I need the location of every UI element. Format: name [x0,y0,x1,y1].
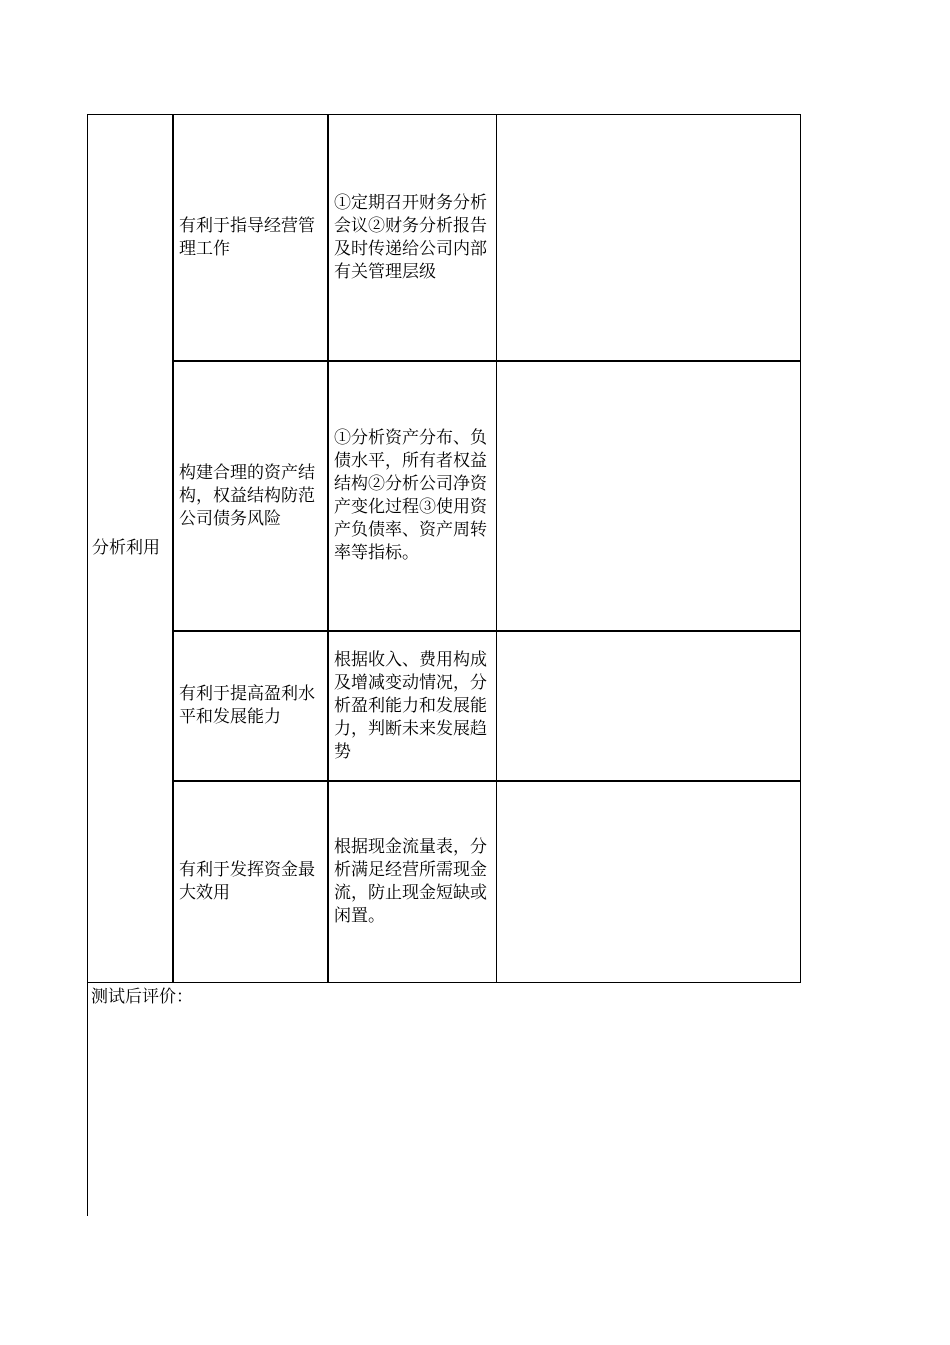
goal-cell [175,362,326,630]
evaluation-content[interactable] [91,1010,791,1210]
table-border-right [800,114,801,983]
column-divider-1 [172,114,174,983]
column-divider-2 [327,114,329,983]
goal-text: 有利于指导经营管理工作 [179,215,315,259]
measure-text: 根据收入、费用构成及增减变动情况，分析盈利能力和发展能力，判断未来发展趋势 [334,649,487,762]
goal-cell [175,115,326,360]
measure-text: 根据现金流量表，分析满足经营所需现金流，防止现金短缺或闲置。 [334,837,487,926]
category-cell [88,115,172,982]
table-bottom-line [87,982,801,983]
measure-text: ①分析资产分布、负债水平，所有者权益结构②分析公司净资产变化过程③使用资产负债率、资产周转率等指标。 [334,428,487,563]
measure-cell [330,782,496,982]
goal-cell [175,632,326,780]
goal-text: 构建合理的资产结构，权益结构防范公司债务风险 [179,462,315,529]
goal-text: 有利于发挥资金最大效用 [179,860,315,903]
measure-cell [330,362,496,630]
result-cell [498,362,800,630]
result-cell [498,115,800,360]
measure-cell [330,115,496,360]
evaluation-label: 测试后评价： [91,987,193,1007]
goal-cell [175,782,326,982]
column-divider-3 [496,114,497,983]
goal-text: 有利于提高盈利水平和发展能力 [179,684,315,727]
category-label: 分析利用 [92,538,160,558]
measure-text: ①定期召开财务分析会议②财务分析报告及时传递给公司内部有关管理层级 [334,192,487,282]
result-cell [498,632,800,780]
result-cell [498,782,800,982]
measure-cell [330,632,496,780]
